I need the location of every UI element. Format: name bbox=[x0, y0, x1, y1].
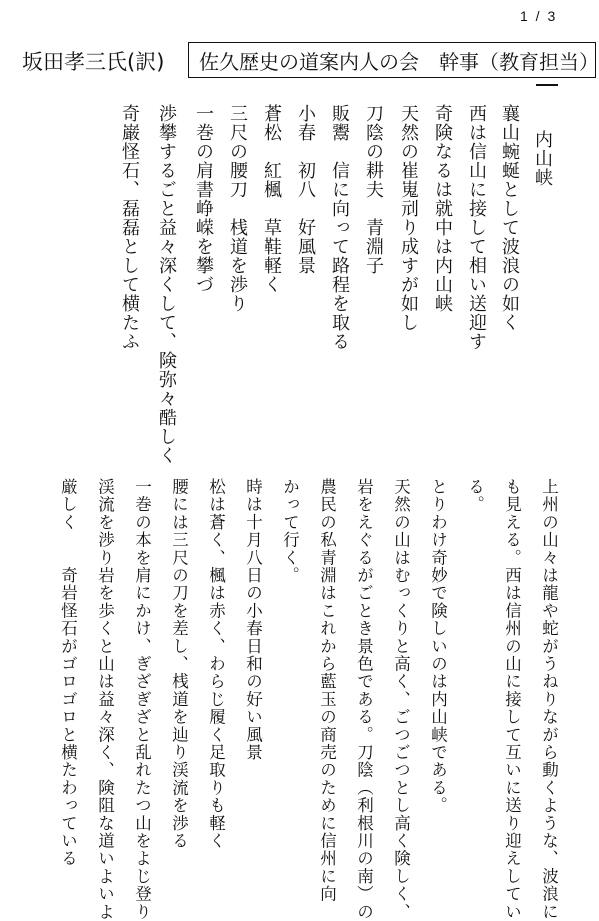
header bbox=[22, 42, 599, 82]
translation-line: も見える。西は信州の山に接して互いに送り迎えしてい bbox=[502, 478, 522, 921]
header-title: 佐久歴史の道案内人の会 幹事（教育担当） bbox=[199, 49, 599, 74]
translation-line: 一巻の本を肩にかけ、ぎざぎざと乱れたつ山をよじ登り bbox=[132, 478, 152, 921]
translation-line: 松は蒼く、楓は赤く、わらじ履く足取りも軽く bbox=[206, 478, 226, 850]
poem-line: 襄山蜿蜒として波浪の如く bbox=[499, 104, 520, 332]
poem-title: 内山峡 bbox=[532, 130, 553, 187]
translation-line: 渓流を渉り岩を歩くと山は益々深く、険阻な道いよいよ bbox=[95, 478, 115, 921]
author-name: 坂田孝三氏(訳) bbox=[22, 50, 165, 74]
poem-line: 奇巌怪石、磊磊として横たふ bbox=[119, 104, 140, 351]
poem-line: 西は信山に接して相い送迎す bbox=[466, 104, 487, 351]
poem-line: 一巻の肩書峥嵘を攀づ bbox=[193, 104, 214, 294]
translation-line: る。 bbox=[465, 478, 485, 514]
translation-line: 農民の私青淵はこれから藍玉の商売のために信州に向 bbox=[317, 478, 337, 903]
header-title-box bbox=[188, 42, 599, 78]
poem-line: 奇険なるは就中は内山峡 bbox=[432, 104, 453, 313]
translation-line: とりわけ奇妙で険しいのは内山峡である。 bbox=[428, 478, 448, 815]
poem-line: 蒼松 紅楓 草鞋軽く bbox=[261, 104, 282, 294]
poem-line: 天然の崔嵬刓り成すが如し bbox=[398, 104, 419, 332]
page-number: 1 / 3 bbox=[520, 8, 558, 24]
poem-line: 三尺の腰刀 桟道を渉り bbox=[227, 104, 248, 313]
poem-line: 販鬻 信に向って路程を取る bbox=[329, 104, 350, 351]
poem-line: 刀陰の耕夫 青淵子 bbox=[363, 104, 384, 275]
poem-line: 小春 初八 好風景 bbox=[295, 104, 316, 275]
translation-line: 時は十月八日の小春日和の好い風景 bbox=[243, 478, 263, 762]
poem-line: 渉攀するごと益々深くして、険弥々酷しく bbox=[156, 104, 177, 465]
translation-line: 腰には三尺の刀を差し、桟道を辿り渓流を渉る bbox=[169, 478, 189, 850]
translation-line: 厳しく 奇岩怪石がゴロゴロと横たわっている bbox=[58, 478, 78, 868]
decorative-rule bbox=[536, 84, 558, 86]
translation-line: 上州の山々は龍や蛇がうねりながら動くような、波浪に bbox=[539, 478, 559, 921]
translation-line: かって行く。 bbox=[280, 478, 300, 585]
translation-line: 岩をえぐるがごとき景色である。刀陰（利根川の南）の bbox=[354, 478, 374, 921]
translation-line: 天然の山はむっくりと高く、ごつごつとし高く険しく、 bbox=[391, 478, 411, 921]
